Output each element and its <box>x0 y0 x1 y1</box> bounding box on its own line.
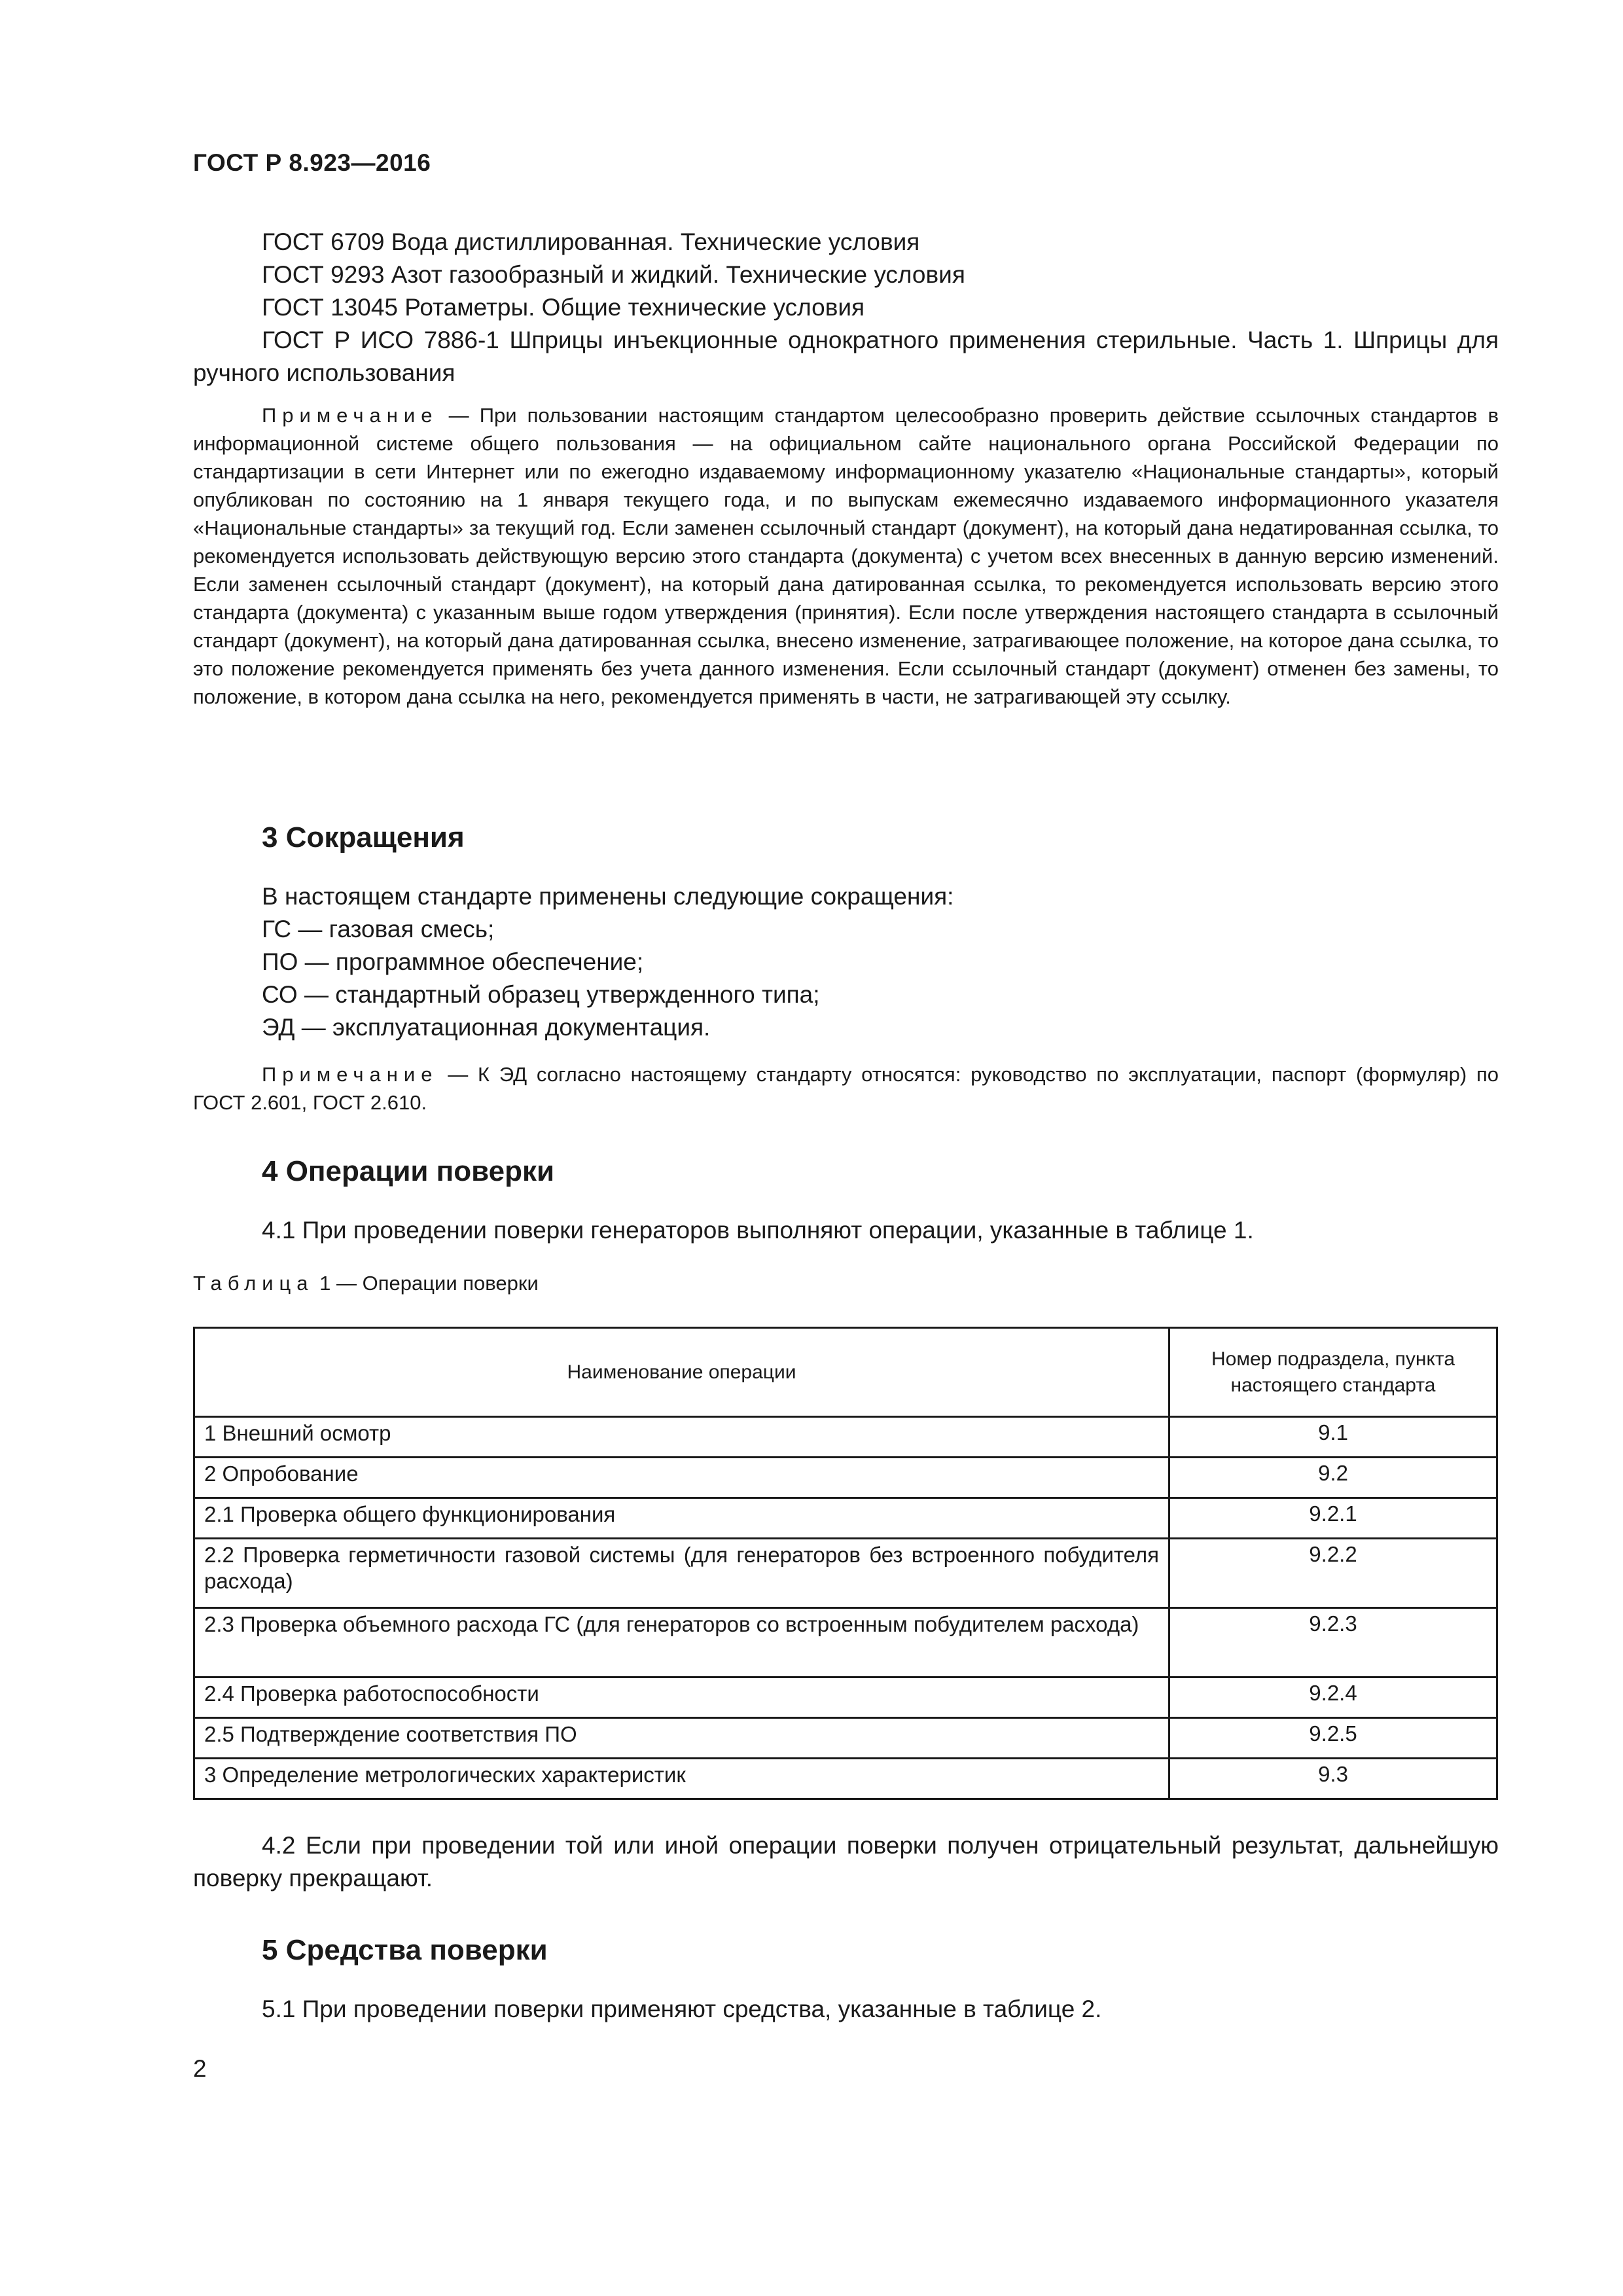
note-label: Примечание <box>262 404 438 427</box>
section-3-title: 3 Сокращения <box>262 821 465 853</box>
table-caption-text: 1 — Операции поверки <box>313 1272 539 1295</box>
table-cell-operation: 2.2 Проверка герметичности газовой системы (для генераторов без встроенного побудителя расхода) <box>194 1539 1169 1608</box>
table-cell-number: 9.1 <box>1169 1417 1497 1458</box>
note-abbreviations <box>193 1060 1499 1117</box>
table-header-row <box>194 1328 1497 1417</box>
table-cell-number: 9.2.3 <box>1169 1608 1497 1677</box>
section-4-title: 4 Операции поверки <box>262 1155 555 1187</box>
table-cell-operation: 2.5 Подтверждение соответствия ПО <box>194 1718 1169 1759</box>
note-references <box>193 401 1499 711</box>
table-cell-operation: 2 Опробование <box>194 1458 1169 1498</box>
note-label: Примечание <box>262 1063 438 1086</box>
abbreviation-item: ГС — газовая смесь; <box>262 916 495 942</box>
paragraph-4-1: 4.1 При проведении поверки генераторов выполняют операции, указанные в таблице 1. <box>262 1217 1254 1244</box>
abbreviations-intro: В настоящем стандарте применены следующие сокращения: <box>262 883 954 910</box>
abbreviation-item: ЭД — эксплуатационная документация. <box>262 1014 711 1041</box>
abbreviation-item: ПО — программное обеспечение; <box>262 948 644 975</box>
table-cell-number: 9.2.2 <box>1169 1539 1497 1608</box>
table-row <box>194 1608 1497 1677</box>
abbreviation-item: СО — стандартный образец утвержденного типа; <box>262 981 820 1008</box>
table-cell-operation: 3 Определение метрологических характеристик <box>194 1759 1169 1799</box>
document-code-header: ГОСТ Р 8.923—2016 <box>193 149 431 176</box>
table-cell-operation: 1 Внешний осмотр <box>194 1417 1169 1458</box>
table-row <box>194 1417 1497 1458</box>
table-caption-label: Таблица <box>193 1272 314 1295</box>
table-cell-operation: 2.4 Проверка работоспособности <box>194 1677 1169 1718</box>
reference-gost-6709: ГОСТ 6709 Вода дистиллированная. Технические условия <box>262 228 920 255</box>
table-row <box>194 1718 1497 1759</box>
abbreviations-list <box>262 880 954 1044</box>
note-text: — При пользовании настоящим стандартом целесообразно проверить действие ссылочных стандартов в информационной системе общего пользования — на официальном сайте национального органа Российской Федерации по стандартизации в сети Интернет или по ежегодно издаваемому информационному указателю «Национальные стандарты», который опубликован по состоянию на 1 января текущего года, и по выпускам ежемесячно издаваемого информационного указателя «Национальные стандарты» за текущий год. Если заменен ссылочный стандарт (документ), на который дана недатированная ссылка, то рекомендуется использовать действующую версию этого стандарта (документа) с учетом всех внесенных в данную версию изменений. Если заменен ссылочный стандарт (документ), на который дана датированная ссылка, то рекомендуется использовать версию этого стандарта (документа) с указанным выше годом утверждения (принятия). Если после утверждения настоящего стандарта в ссылочный стандарт (документ), на который дана датированная ссылка, внесено изменение, затрагивающее положение, на которое дана ссылка, то это положение рекомендуется применять без учета данного изменения. Если ссылочный стандарт (документ) отменен без замены, то положение, в котором дана ссылка на него, рекомендуется применять в части, не затрагивающей эту ссылку. <box>193 404 1499 708</box>
table-row <box>194 1498 1497 1539</box>
section-5-title: 5 Средства поверки <box>262 1934 548 1966</box>
table-cell-number: 9.2.4 <box>1169 1677 1497 1718</box>
table-row <box>194 1759 1497 1799</box>
table-row <box>194 1677 1497 1718</box>
table-row <box>194 1539 1497 1608</box>
table-cell-number: 9.3 <box>1169 1759 1497 1799</box>
table-row <box>194 1458 1497 1498</box>
reference-gost-9293: ГОСТ 9293 Азот газообразный и жидкий. Технические условия <box>262 261 965 288</box>
operations-table <box>193 1327 1498 1800</box>
table-cell-number: 9.2.1 <box>1169 1498 1497 1539</box>
reference-gost-13045: ГОСТ 13045 Ротаметры. Общие технические условия <box>262 294 865 321</box>
table-header-operation-name: Наименование операции <box>194 1328 1169 1417</box>
table-cell-operation: 2.3 Проверка объемного расхода ГС (для генераторов со встроенным побудителем расхода) <box>194 1608 1169 1677</box>
table-cell-number: 9.2.5 <box>1169 1718 1497 1759</box>
reference-gost-r-iso-7886-1: ГОСТ Р ИСО 7886-1 Шприцы инъекционные однократного применения стерильные. Часть 1. Шприцы для ручного использования <box>193 327 1499 386</box>
paragraph-4-2: 4.2 Если при проведении той или иной операции поверки получен отрицательный результат, дальнейшую поверку прекращают. <box>193 1832 1499 1892</box>
page-number: 2 <box>193 2055 207 2082</box>
table-cell-number: 9.2 <box>1169 1458 1497 1498</box>
table-cell-operation: 2.1 Проверка общего функционирования <box>194 1498 1169 1539</box>
table-header-section-number: Номер подраздела, пункта настоящего стандарта <box>1169 1328 1497 1417</box>
paragraph-5-1: 5.1 При проведении поверки применяют средства, указанные в таблице 2. <box>262 1996 1102 2022</box>
table-1-caption <box>193 1272 539 1295</box>
note-text: — К ЭД согласно настоящему стандарту относятся: руководство по эксплуатации, паспорт (формуляр) по ГОСТ 2.601, ГОСТ 2.610. <box>193 1063 1499 1114</box>
